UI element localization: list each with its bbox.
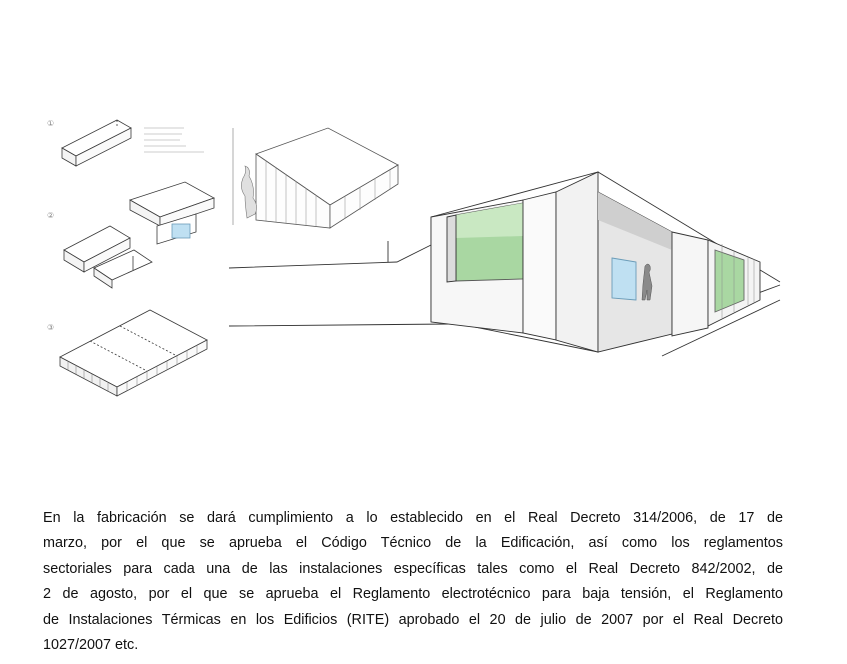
- step-marker-2: ②: [47, 211, 55, 220]
- legend-scribbles: [144, 128, 204, 152]
- step-marker-3: ③: [47, 323, 55, 332]
- module-diagram-2: [64, 182, 214, 288]
- glass-volume-sketch: [233, 128, 398, 228]
- module-diagram-1: [62, 120, 131, 166]
- regulation-paragraph: [43, 506, 783, 658]
- step-marker-1: ①: [47, 119, 55, 128]
- paragraph-line-5: de Instalaciones Térmicas en los Edificios (RITE) aprobado el 20 de julio de 2007 por el Real Decreto: [43, 611, 783, 628]
- module-diagram-3: [60, 310, 207, 396]
- paragraph-line-1: En la fabricación se dará cumplimiento a lo establecido en el Real Decreto 314/2006, de 17 de: [43, 510, 783, 526]
- paragraph-line-2: marzo, por el que se aprueba el Código Técnico de la Edificación, así como los reglamentos: [43, 535, 783, 552]
- paragraph-line-4: 2 de agosto, por el que se aprueba el Reglamento electrotécnico para baja tensión, el Reglamento: [43, 586, 783, 603]
- paragraph-line-6: 1027/2007 etc.: [43, 637, 139, 654]
- paragraph-line-3: sectoriales para cada una de las instalaciones específicas tales como el Real Decreto 842/2002, de: [43, 560, 783, 577]
